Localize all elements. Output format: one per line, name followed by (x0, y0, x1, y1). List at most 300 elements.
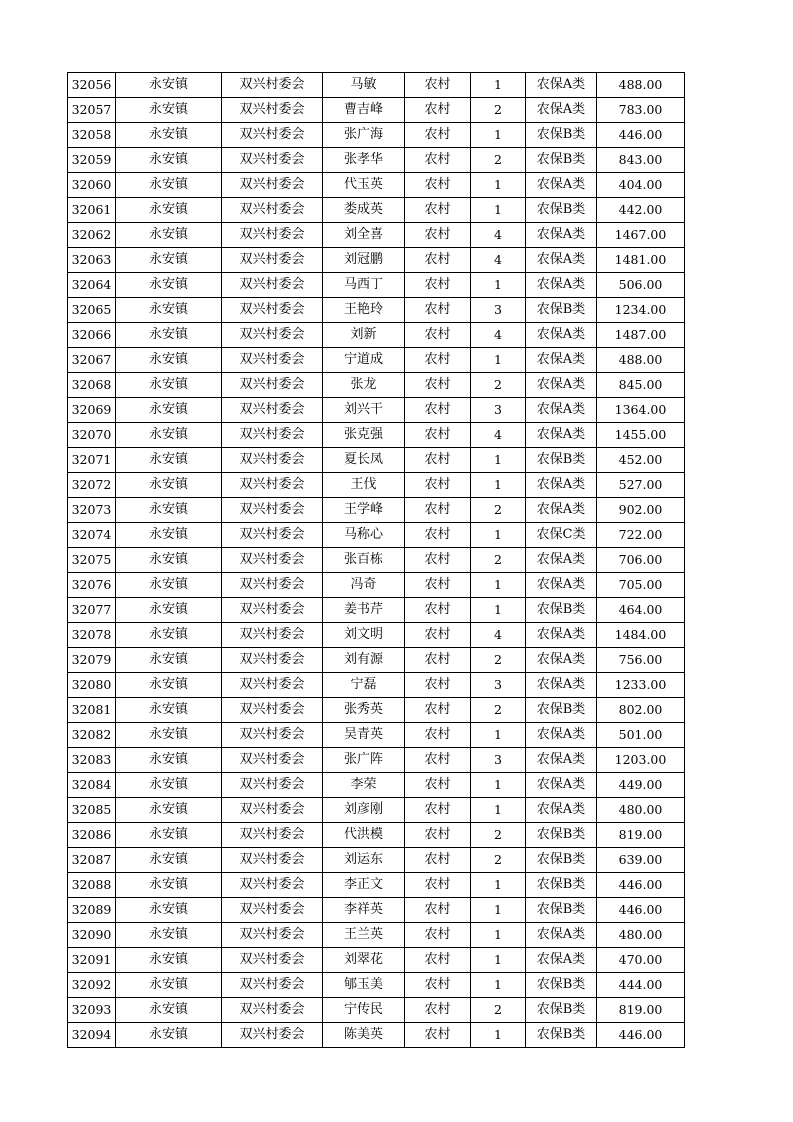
name-cell: 冯奇 (323, 573, 405, 598)
id-cell: 32086 (68, 823, 116, 848)
area-type-cell: 农村 (405, 373, 471, 398)
table-row (68, 498, 685, 523)
area-type-cell: 农村 (405, 473, 471, 498)
amount-cell: 1233.00 (597, 673, 685, 698)
amount-cell: 480.00 (597, 798, 685, 823)
table-row (68, 723, 685, 748)
town-cell: 永安镇 (116, 673, 222, 698)
amount-cell: 756.00 (597, 648, 685, 673)
village-cell: 双兴村委会 (222, 223, 323, 248)
table-row (68, 173, 685, 198)
amount-cell: 1481.00 (597, 248, 685, 273)
category-cell: 农保A类 (526, 473, 597, 498)
village-cell: 双兴村委会 (222, 273, 323, 298)
village-cell: 双兴村委会 (222, 248, 323, 273)
amount-cell: 819.00 (597, 823, 685, 848)
name-cell: 张广海 (323, 123, 405, 148)
town-cell: 永安镇 (116, 423, 222, 448)
town-cell: 永安镇 (116, 448, 222, 473)
village-cell: 双兴村委会 (222, 648, 323, 673)
area-type-cell: 农村 (405, 973, 471, 998)
table-row (68, 948, 685, 973)
table-row (68, 748, 685, 773)
id-cell: 32064 (68, 273, 116, 298)
id-cell: 32057 (68, 98, 116, 123)
village-cell: 双兴村委会 (222, 698, 323, 723)
town-cell: 永安镇 (116, 248, 222, 273)
area-type-cell: 农村 (405, 98, 471, 123)
area-type-cell: 农村 (405, 73, 471, 98)
name-cell: 张孝华 (323, 148, 405, 173)
count-cell: 4 (471, 623, 526, 648)
amount-cell: 444.00 (597, 973, 685, 998)
village-cell: 双兴村委会 (222, 348, 323, 373)
amount-cell: 902.00 (597, 498, 685, 523)
count-cell: 1 (471, 773, 526, 798)
category-cell: 农保A类 (526, 673, 597, 698)
category-cell: 农保B类 (526, 698, 597, 723)
count-cell: 2 (471, 148, 526, 173)
name-cell: 李荣 (323, 773, 405, 798)
category-cell: 农保A类 (526, 723, 597, 748)
table-row (68, 448, 685, 473)
town-cell: 永安镇 (116, 73, 222, 98)
village-cell: 双兴村委会 (222, 848, 323, 873)
name-cell: 陈美英 (323, 1023, 405, 1048)
count-cell: 3 (471, 748, 526, 773)
count-cell: 4 (471, 223, 526, 248)
category-cell: 农保B类 (526, 148, 597, 173)
id-cell: 32090 (68, 923, 116, 948)
table-row (68, 698, 685, 723)
area-type-cell: 农村 (405, 1023, 471, 1048)
area-type-cell: 农村 (405, 348, 471, 373)
town-cell: 永安镇 (116, 548, 222, 573)
table-row (68, 123, 685, 148)
village-cell: 双兴村委会 (222, 398, 323, 423)
area-type-cell: 农村 (405, 148, 471, 173)
village-cell: 双兴村委会 (222, 198, 323, 223)
amount-cell: 446.00 (597, 1023, 685, 1048)
count-cell: 3 (471, 673, 526, 698)
table-row (68, 273, 685, 298)
name-cell: 娄成英 (323, 198, 405, 223)
area-type-cell: 农村 (405, 673, 471, 698)
town-cell: 永安镇 (116, 898, 222, 923)
table-row (68, 573, 685, 598)
village-cell: 双兴村委会 (222, 573, 323, 598)
name-cell: 姜书芹 (323, 598, 405, 623)
table-row (68, 398, 685, 423)
amount-cell: 843.00 (597, 148, 685, 173)
count-cell: 1 (471, 198, 526, 223)
village-cell: 双兴村委会 (222, 448, 323, 473)
name-cell: 李祥英 (323, 898, 405, 923)
name-cell: 代玉英 (323, 173, 405, 198)
area-type-cell: 农村 (405, 323, 471, 348)
name-cell: 刘文明 (323, 623, 405, 648)
name-cell: 宁道成 (323, 348, 405, 373)
name-cell: 张百栋 (323, 548, 405, 573)
village-cell: 双兴村委会 (222, 723, 323, 748)
name-cell: 刘彦刚 (323, 798, 405, 823)
area-type-cell: 农村 (405, 798, 471, 823)
count-cell: 2 (471, 998, 526, 1023)
table-row (68, 348, 685, 373)
id-cell: 32062 (68, 223, 116, 248)
amount-cell: 705.00 (597, 573, 685, 598)
count-cell: 2 (471, 648, 526, 673)
category-cell: 农保A类 (526, 573, 597, 598)
area-type-cell: 农村 (405, 648, 471, 673)
area-type-cell: 农村 (405, 123, 471, 148)
count-cell: 1 (471, 348, 526, 373)
amount-cell: 470.00 (597, 948, 685, 973)
amount-cell: 1234.00 (597, 298, 685, 323)
name-cell: 王学峰 (323, 498, 405, 523)
town-cell: 永安镇 (116, 923, 222, 948)
village-cell: 双兴村委会 (222, 948, 323, 973)
name-cell: 吴青英 (323, 723, 405, 748)
town-cell: 永安镇 (116, 823, 222, 848)
amount-cell: 1484.00 (597, 623, 685, 648)
town-cell: 永安镇 (116, 273, 222, 298)
category-cell: 农保B类 (526, 123, 597, 148)
table-row (68, 823, 685, 848)
area-type-cell: 农村 (405, 698, 471, 723)
town-cell: 永安镇 (116, 598, 222, 623)
table-row (68, 598, 685, 623)
name-cell: 张广阵 (323, 748, 405, 773)
village-cell: 双兴村委会 (222, 798, 323, 823)
table-row (68, 98, 685, 123)
category-cell: 农保B类 (526, 898, 597, 923)
town-cell: 永安镇 (116, 373, 222, 398)
name-cell: 宁传民 (323, 998, 405, 1023)
count-cell: 2 (471, 98, 526, 123)
name-cell: 郇玉美 (323, 973, 405, 998)
town-cell: 永安镇 (116, 323, 222, 348)
amount-cell: 506.00 (597, 273, 685, 298)
area-type-cell: 农村 (405, 898, 471, 923)
table-row (68, 848, 685, 873)
category-cell: 农保B类 (526, 598, 597, 623)
count-cell: 3 (471, 298, 526, 323)
area-type-cell: 农村 (405, 423, 471, 448)
category-cell: 农保A类 (526, 273, 597, 298)
area-type-cell: 农村 (405, 923, 471, 948)
village-cell: 双兴村委会 (222, 148, 323, 173)
category-cell: 农保B类 (526, 998, 597, 1023)
id-cell: 32059 (68, 148, 116, 173)
category-cell: 农保A类 (526, 748, 597, 773)
category-cell: 农保A类 (526, 398, 597, 423)
amount-cell: 1467.00 (597, 223, 685, 248)
count-cell: 1 (471, 448, 526, 473)
category-cell: 农保A类 (526, 773, 597, 798)
category-cell: 农保A类 (526, 98, 597, 123)
category-cell: 农保B类 (526, 823, 597, 848)
name-cell: 马称心 (323, 523, 405, 548)
amount-cell: 1203.00 (597, 748, 685, 773)
id-cell: 32091 (68, 948, 116, 973)
town-cell: 永安镇 (116, 623, 222, 648)
name-cell: 刘运东 (323, 848, 405, 873)
count-cell: 2 (471, 498, 526, 523)
table-body (68, 73, 685, 1048)
name-cell: 马西丁 (323, 273, 405, 298)
amount-cell: 1455.00 (597, 423, 685, 448)
category-cell: 农保A类 (526, 798, 597, 823)
village-cell: 双兴村委会 (222, 98, 323, 123)
id-cell: 32077 (68, 598, 116, 623)
village-cell: 双兴村委会 (222, 498, 323, 523)
village-cell: 双兴村委会 (222, 473, 323, 498)
area-type-cell: 农村 (405, 548, 471, 573)
count-cell: 1 (471, 73, 526, 98)
id-cell: 32085 (68, 798, 116, 823)
id-cell: 32071 (68, 448, 116, 473)
id-cell: 32076 (68, 573, 116, 598)
area-type-cell: 农村 (405, 273, 471, 298)
table-row (68, 898, 685, 923)
village-cell: 双兴村委会 (222, 323, 323, 348)
table-row (68, 523, 685, 548)
id-cell: 32069 (68, 398, 116, 423)
area-type-cell: 农村 (405, 598, 471, 623)
area-type-cell: 农村 (405, 723, 471, 748)
amount-cell: 404.00 (597, 173, 685, 198)
table-row (68, 198, 685, 223)
area-type-cell: 农村 (405, 173, 471, 198)
count-cell: 1 (471, 973, 526, 998)
amount-cell: 446.00 (597, 123, 685, 148)
amount-cell: 819.00 (597, 998, 685, 1023)
data-table (67, 72, 685, 1048)
area-type-cell: 农村 (405, 223, 471, 248)
town-cell: 永安镇 (116, 298, 222, 323)
category-cell: 农保C类 (526, 523, 597, 548)
table-row (68, 973, 685, 998)
count-cell: 1 (471, 573, 526, 598)
category-cell: 农保A类 (526, 923, 597, 948)
town-cell: 永安镇 (116, 773, 222, 798)
village-cell: 双兴村委会 (222, 673, 323, 698)
count-cell: 1 (471, 948, 526, 973)
town-cell: 永安镇 (116, 173, 222, 198)
name-cell: 刘有源 (323, 648, 405, 673)
id-cell: 32083 (68, 748, 116, 773)
id-cell: 32089 (68, 898, 116, 923)
village-cell: 双兴村委会 (222, 298, 323, 323)
town-cell: 永安镇 (116, 148, 222, 173)
table-row (68, 548, 685, 573)
category-cell: 农保A类 (526, 323, 597, 348)
town-cell: 永安镇 (116, 1023, 222, 1048)
town-cell: 永安镇 (116, 873, 222, 898)
table-row (68, 798, 685, 823)
town-cell: 永安镇 (116, 698, 222, 723)
category-cell: 农保B类 (526, 973, 597, 998)
count-cell: 4 (471, 248, 526, 273)
amount-cell: 639.00 (597, 848, 685, 873)
village-cell: 双兴村委会 (222, 998, 323, 1023)
table-row (68, 148, 685, 173)
category-cell: 农保A类 (526, 373, 597, 398)
table-row (68, 73, 685, 98)
id-cell: 32063 (68, 248, 116, 273)
town-cell: 永安镇 (116, 523, 222, 548)
id-cell: 32067 (68, 348, 116, 373)
table-row (68, 298, 685, 323)
town-cell: 永安镇 (116, 98, 222, 123)
name-cell: 代洪模 (323, 823, 405, 848)
count-cell: 2 (471, 698, 526, 723)
id-cell: 32065 (68, 298, 116, 323)
id-cell: 32078 (68, 623, 116, 648)
area-type-cell: 农村 (405, 823, 471, 848)
id-cell: 32058 (68, 123, 116, 148)
category-cell: 农保B类 (526, 848, 597, 873)
category-cell: 农保B类 (526, 873, 597, 898)
category-cell: 农保A类 (526, 648, 597, 673)
village-cell: 双兴村委会 (222, 873, 323, 898)
name-cell: 刘兴干 (323, 398, 405, 423)
id-cell: 32061 (68, 198, 116, 223)
category-cell: 农保A类 (526, 498, 597, 523)
table-row (68, 223, 685, 248)
id-cell: 32094 (68, 1023, 116, 1048)
id-cell: 32056 (68, 73, 116, 98)
amount-cell: 446.00 (597, 898, 685, 923)
category-cell: 农保A类 (526, 173, 597, 198)
count-cell: 1 (471, 798, 526, 823)
id-cell: 32070 (68, 423, 116, 448)
area-type-cell: 农村 (405, 523, 471, 548)
category-cell: 农保A类 (526, 248, 597, 273)
count-cell: 1 (471, 873, 526, 898)
count-cell: 1 (471, 273, 526, 298)
table-row (68, 473, 685, 498)
name-cell: 宁磊 (323, 673, 405, 698)
amount-cell: 1487.00 (597, 323, 685, 348)
village-cell: 双兴村委会 (222, 973, 323, 998)
amount-cell: 527.00 (597, 473, 685, 498)
area-type-cell: 农村 (405, 998, 471, 1023)
name-cell: 刘全喜 (323, 223, 405, 248)
count-cell: 1 (471, 723, 526, 748)
area-type-cell: 农村 (405, 198, 471, 223)
area-type-cell: 农村 (405, 773, 471, 798)
id-cell: 32068 (68, 373, 116, 398)
table-row (68, 1023, 685, 1048)
table-row (68, 873, 685, 898)
id-cell: 32082 (68, 723, 116, 748)
amount-cell: 783.00 (597, 98, 685, 123)
name-cell: 夏长凤 (323, 448, 405, 473)
id-cell: 32075 (68, 548, 116, 573)
area-type-cell: 农村 (405, 948, 471, 973)
town-cell: 永安镇 (116, 998, 222, 1023)
count-cell: 2 (471, 848, 526, 873)
amount-cell: 722.00 (597, 523, 685, 548)
area-type-cell: 农村 (405, 248, 471, 273)
village-cell: 双兴村委会 (222, 548, 323, 573)
category-cell: 农保B类 (526, 198, 597, 223)
id-cell: 32074 (68, 523, 116, 548)
area-type-cell: 农村 (405, 498, 471, 523)
area-type-cell: 农村 (405, 398, 471, 423)
name-cell: 马敏 (323, 73, 405, 98)
table-row (68, 673, 685, 698)
table-row (68, 623, 685, 648)
name-cell: 王艳玲 (323, 298, 405, 323)
area-type-cell: 农村 (405, 873, 471, 898)
village-cell: 双兴村委会 (222, 373, 323, 398)
category-cell: 农保B类 (526, 298, 597, 323)
village-cell: 双兴村委会 (222, 748, 323, 773)
name-cell: 张克强 (323, 423, 405, 448)
name-cell: 王伐 (323, 473, 405, 498)
name-cell: 王兰英 (323, 923, 405, 948)
town-cell: 永安镇 (116, 648, 222, 673)
name-cell: 李正文 (323, 873, 405, 898)
id-cell: 32060 (68, 173, 116, 198)
count-cell: 3 (471, 398, 526, 423)
village-cell: 双兴村委会 (222, 423, 323, 448)
amount-cell: 488.00 (597, 73, 685, 98)
area-type-cell: 农村 (405, 748, 471, 773)
table-row (68, 373, 685, 398)
amount-cell: 845.00 (597, 373, 685, 398)
category-cell: 农保A类 (526, 223, 597, 248)
amount-cell: 501.00 (597, 723, 685, 748)
count-cell: 1 (471, 898, 526, 923)
town-cell: 永安镇 (116, 123, 222, 148)
village-cell: 双兴村委会 (222, 73, 323, 98)
name-cell: 曹吉峰 (323, 98, 405, 123)
category-cell: 农保A类 (526, 948, 597, 973)
village-cell: 双兴村委会 (222, 123, 323, 148)
town-cell: 永安镇 (116, 748, 222, 773)
town-cell: 永安镇 (116, 348, 222, 373)
id-cell: 32081 (68, 698, 116, 723)
area-type-cell: 农村 (405, 623, 471, 648)
town-cell: 永安镇 (116, 948, 222, 973)
name-cell: 刘冠鹏 (323, 248, 405, 273)
village-cell: 双兴村委会 (222, 523, 323, 548)
id-cell: 32079 (68, 648, 116, 673)
village-cell: 双兴村委会 (222, 898, 323, 923)
count-cell: 2 (471, 373, 526, 398)
count-cell: 2 (471, 548, 526, 573)
village-cell: 双兴村委会 (222, 598, 323, 623)
village-cell: 双兴村委会 (222, 623, 323, 648)
table-row (68, 998, 685, 1023)
town-cell: 永安镇 (116, 973, 222, 998)
id-cell: 32066 (68, 323, 116, 348)
table-row (68, 248, 685, 273)
town-cell: 永安镇 (116, 573, 222, 598)
category-cell: 农保A类 (526, 73, 597, 98)
town-cell: 永安镇 (116, 223, 222, 248)
amount-cell: 706.00 (597, 548, 685, 573)
table-row (68, 423, 685, 448)
count-cell: 1 (471, 523, 526, 548)
category-cell: 农保A类 (526, 548, 597, 573)
area-type-cell: 农村 (405, 848, 471, 873)
count-cell: 1 (471, 1023, 526, 1048)
